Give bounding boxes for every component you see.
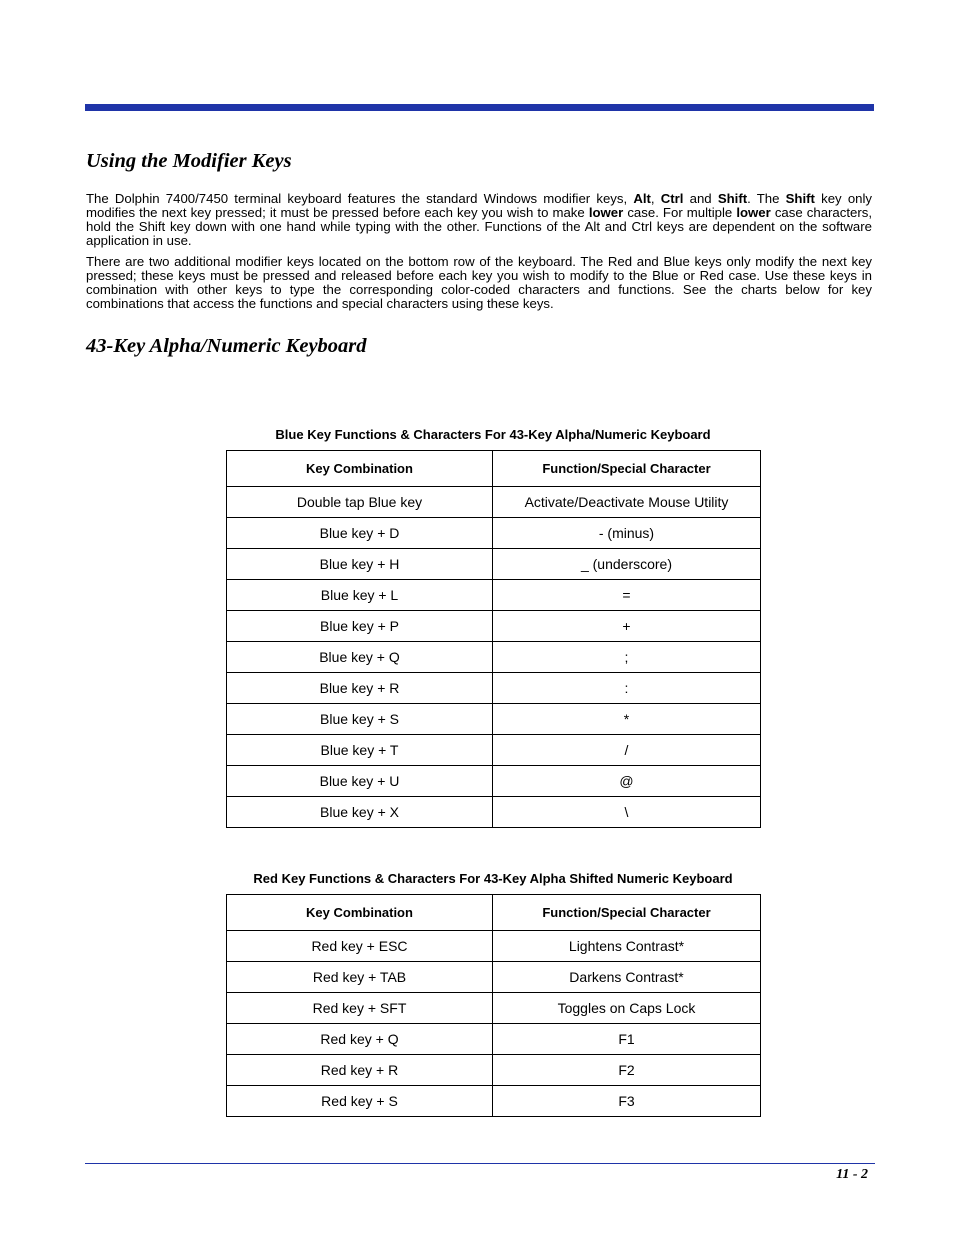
paragraph-red-blue-keys: There are two additional modifier keys located on the bottom row of the keyboard. The Red and Blue keys only modify the next key pressed; these keys must be pressed and released before each key you wish to modify to the Blue or Red case. Use these keys in combination with other keys to type the corresponding color-coded characters and functions. See the charts below for key combinations that access the functions and special characters using these keys.	[86, 254, 872, 311]
key-combination-cell: Blue key + D	[227, 518, 493, 549]
key-combination-cell: Blue key + Q	[227, 642, 493, 673]
function-cell: \	[493, 797, 761, 828]
table-row	[227, 931, 761, 962]
key-combination-cell: Blue key + T	[227, 735, 493, 766]
key-combination-cell: Blue key + H	[227, 549, 493, 580]
function-cell: @	[493, 766, 761, 797]
function-cell: =	[493, 580, 761, 611]
key-combination-cell: Blue key + P	[227, 611, 493, 642]
function-cell: Toggles on Caps Lock	[493, 993, 761, 1024]
function-cell: /	[493, 735, 761, 766]
function-cell: _ (underscore)	[493, 549, 761, 580]
blue-table-caption: Blue Key Functions & Characters For 43-Key Alpha/Numeric Keyboard	[275, 427, 711, 442]
table-row	[227, 1055, 761, 1086]
table-row	[227, 704, 761, 735]
table-header-row	[227, 451, 761, 487]
key-combination-cell: Blue key + S	[227, 704, 493, 735]
function-cell: - (minus)	[493, 518, 761, 549]
key-combination-cell: Red key + SFT	[227, 993, 493, 1024]
table-row	[227, 797, 761, 828]
function-cell: F3	[493, 1086, 761, 1117]
column-header: Function/Special Character	[493, 451, 761, 487]
column-header: Key Combination	[227, 895, 493, 931]
red-table-caption: Red Key Functions & Characters For 43-Key Alpha Shifted Numeric Keyboard	[253, 871, 733, 886]
table-row	[227, 611, 761, 642]
function-cell: Darkens Contrast*	[493, 962, 761, 993]
table-row	[227, 487, 761, 518]
heading-43-key-keyboard: 43-Key Alpha/Numeric Keyboard	[86, 335, 367, 357]
function-cell: F2	[493, 1055, 761, 1086]
function-cell: +	[493, 611, 761, 642]
table-row	[227, 518, 761, 549]
key-combination-cell: Blue key + R	[227, 673, 493, 704]
key-combination-cell: Red key + S	[227, 1086, 493, 1117]
table-header-row	[227, 895, 761, 931]
key-combination-cell: Red key + TAB	[227, 962, 493, 993]
table-row	[227, 580, 761, 611]
column-header: Key Combination	[227, 451, 493, 487]
function-cell: *	[493, 704, 761, 735]
function-cell: Activate/Deactivate Mouse Utility	[493, 487, 761, 518]
function-cell: Lightens Contrast*	[493, 931, 761, 962]
footer-rule	[85, 1163, 875, 1164]
table-row	[227, 642, 761, 673]
red-key-table	[226, 894, 761, 1117]
table-row	[227, 766, 761, 797]
header-rule	[85, 104, 874, 111]
table-row	[227, 962, 761, 993]
key-combination-cell: Blue key + U	[227, 766, 493, 797]
table-row	[227, 735, 761, 766]
table-row	[227, 673, 761, 704]
key-combination-cell: Red key + ESC	[227, 931, 493, 962]
key-combination-cell: Blue key + L	[227, 580, 493, 611]
table-row	[227, 1024, 761, 1055]
column-header: Function/Special Character	[493, 895, 761, 931]
table-row	[227, 549, 761, 580]
table-row	[227, 1086, 761, 1117]
function-cell: F1	[493, 1024, 761, 1055]
key-combination-cell: Red key + Q	[227, 1024, 493, 1055]
table-row	[227, 993, 761, 1024]
blue-key-table	[226, 450, 761, 828]
heading-modifier-keys: Using the Modifier Keys	[86, 150, 292, 172]
function-cell: ;	[493, 642, 761, 673]
page-number: 11 - 2	[836, 1167, 868, 1182]
paragraph-modifier-keys: The Dolphin 7400/7450 terminal keyboard features the standard Windows modifier keys, Alt, Ctrl and Shift. The Shift key only modifies the next key pressed; it must be pressed before each key you wish to make lower case. For multiple lower case characters, hold the Shift key down with one hand while typing with the other. Functions of the Alt and Ctrl keys are dependent on the software application in use.	[86, 191, 873, 248]
key-combination-cell: Red key + R	[227, 1055, 493, 1086]
function-cell: :	[493, 673, 761, 704]
key-combination-cell: Double tap Blue key	[227, 487, 493, 518]
key-combination-cell: Blue key + X	[227, 797, 493, 828]
